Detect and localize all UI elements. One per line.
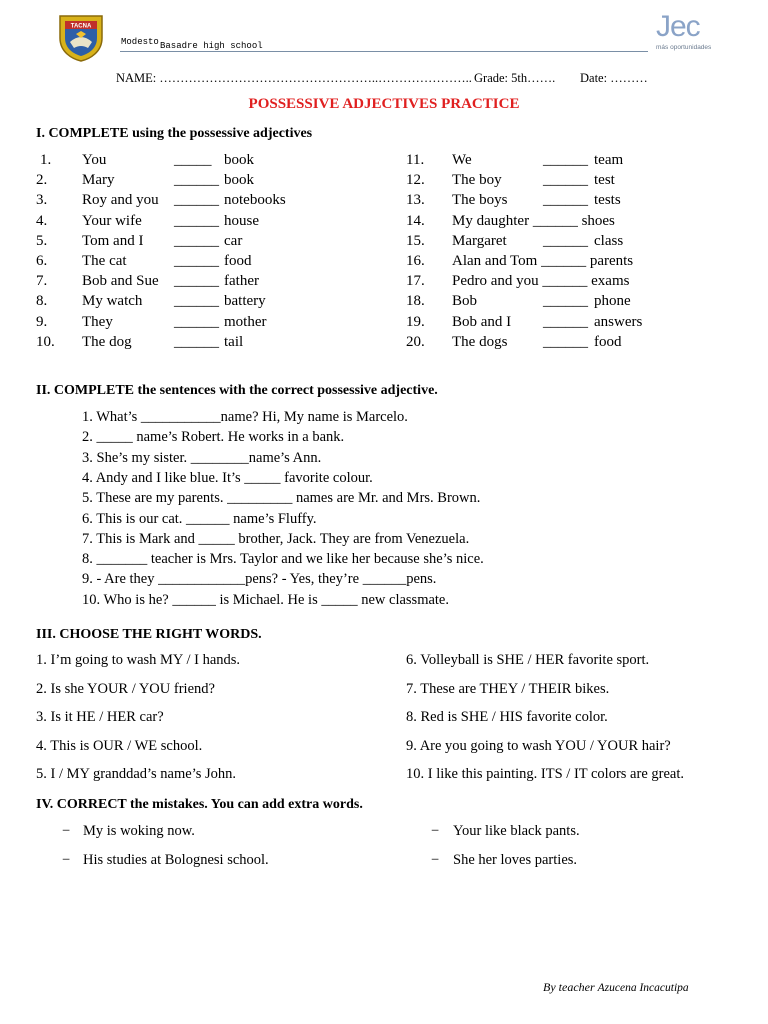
item-subject: Bob xyxy=(452,293,478,310)
item-noun: class xyxy=(594,232,624,249)
item-noun: father xyxy=(224,273,259,290)
item-noun: answers xyxy=(594,313,643,330)
choice-item: 1. I’m going to wash MY / I hands. xyxy=(36,652,241,668)
item-noun: tail xyxy=(224,333,244,350)
item-subject: We xyxy=(452,152,472,168)
jec-logo-text: Jec xyxy=(656,10,700,43)
correction-item: His studies at Bolognesi school. xyxy=(83,852,269,868)
school-first-name: Modesto xyxy=(121,37,159,47)
student-info-line xyxy=(116,71,472,86)
choice-item: 6. Volleyball is SHE / HER favorite sport. xyxy=(406,652,650,668)
item-noun: team xyxy=(594,152,624,168)
item-number: 11. xyxy=(406,152,425,168)
item-subject: Mary xyxy=(82,172,115,189)
item-number: 5. xyxy=(36,232,48,249)
choice-item: 3. Is it HE / HER car? xyxy=(36,709,164,726)
item-noun: notebooks xyxy=(224,192,286,209)
footer-credit xyxy=(543,980,689,995)
item-subject: The boys xyxy=(452,192,508,209)
section3-heading: III. CHOOSE THE RIGHT WORDS. xyxy=(36,627,262,642)
item-subject: Pedro and you ______ exams xyxy=(452,273,630,290)
page-title: POSSESSIVE ADJECTIVES PRACTICE xyxy=(248,96,520,112)
grade-field[interactable]: Grade: 5th……. xyxy=(474,71,556,85)
item-number: 12. xyxy=(406,172,425,189)
school-crest xyxy=(56,12,106,62)
choice-item: 7. These are THEY / THEIR bikes. xyxy=(406,680,610,697)
item-subject: The dogs xyxy=(452,333,508,350)
crest-top-text: TACNA xyxy=(70,23,92,30)
footer-teacher: Azucena Incacutipa xyxy=(597,982,689,994)
item-subject: They xyxy=(82,313,113,330)
item-blank[interactable]: ______ xyxy=(543,152,588,168)
sentence-item: 10. Who is he? ______ is Michael. He is _____ new classmate. xyxy=(82,591,449,608)
item-subject: Bob and I xyxy=(452,313,512,330)
item-subject: Tom and I xyxy=(82,232,144,249)
item-noun: book xyxy=(224,172,254,189)
jec-tagline: más oportunidades xyxy=(656,44,712,51)
item-number: 4. xyxy=(36,212,48,229)
choice-item: 8. Red is SHE / HIS favorite color. xyxy=(406,709,608,726)
item-blank[interactable]: ______ xyxy=(543,172,588,189)
item-noun: house xyxy=(224,212,259,229)
item-subject: The dog xyxy=(82,333,132,350)
sentence-item: 8. _______ teacher is Mrs. Taylor and we like her because she’s nice. xyxy=(82,551,484,568)
sentence-item: 6. This is our cat. ______ name’s Fluffy. xyxy=(82,510,317,527)
item-blank[interactable]: ______ xyxy=(174,172,219,189)
item-number: 10. xyxy=(36,333,55,350)
item-noun: tests xyxy=(594,192,621,209)
section2-heading: II. COMPLETE the sentences with the correct possessive adjective. xyxy=(36,383,438,398)
item-blank[interactable]: ______ xyxy=(543,333,588,350)
item-number: 9. xyxy=(36,313,48,330)
item-number: 19. xyxy=(406,313,425,330)
item-number: 20. xyxy=(406,333,425,350)
item-subject: Your wife xyxy=(82,212,142,229)
bullet-dash: − xyxy=(62,823,71,839)
choice-item: 4. This is OUR / WE school. xyxy=(36,737,203,754)
item-number: 18. xyxy=(406,293,425,310)
item-noun: phone xyxy=(594,293,631,310)
item-number: 8. xyxy=(36,293,48,310)
item-number: 1. xyxy=(40,152,52,168)
item-noun: test xyxy=(594,172,615,189)
item-blank[interactable]: ______ xyxy=(174,313,219,330)
item-number: 16. xyxy=(406,253,425,269)
correction-item: She her loves parties. xyxy=(453,852,578,868)
sentence-item: 2. _____ name’s Robert. He works in a bank. xyxy=(82,429,345,446)
item-noun: book xyxy=(224,152,254,168)
item-subject: You xyxy=(82,152,107,168)
item-noun: car xyxy=(224,232,243,249)
item-blank[interactable]: ______ xyxy=(174,192,219,209)
item-number: 2. xyxy=(36,172,48,189)
item-number: 3. xyxy=(36,192,48,209)
item-blank[interactable]: _____ xyxy=(174,152,212,168)
footer-by: By teacher xyxy=(543,980,595,994)
sentence-item: 3. She’s my sister. ________name’s Ann. xyxy=(82,449,322,466)
sentence-item: 7. This is Mark and _____ brother, Jack. They are from Venezuela. xyxy=(82,530,470,547)
item-noun: battery xyxy=(224,293,266,310)
item-subject: Margaret xyxy=(452,232,507,249)
header-rule xyxy=(120,51,648,52)
sentence-item: 9. - Are they ____________pens? - Yes, they’re ______pens. xyxy=(82,571,437,588)
school-name: Basadre high school xyxy=(160,41,263,51)
item-blank[interactable]: ______ xyxy=(543,293,588,310)
item-subject: The boy xyxy=(452,172,502,189)
item-noun: food xyxy=(224,253,252,269)
choice-item: 10. I like this painting. ITS / IT colors are great. xyxy=(406,766,684,783)
sentence-item: 1. What’s ___________name? Hi, My name is Marcelo. xyxy=(82,409,408,425)
item-blank[interactable]: ______ xyxy=(174,273,219,290)
item-number: 6. xyxy=(36,253,48,269)
bullet-dash: − xyxy=(431,852,440,868)
item-blank[interactable]: ______ xyxy=(174,333,219,350)
bullet-dash: − xyxy=(62,852,71,868)
name-field[interactable]: NAME: ……………………………………………..………………….. xyxy=(116,71,472,85)
item-blank[interactable]: ______ xyxy=(543,192,588,209)
item-noun: mother xyxy=(224,313,267,330)
correction-item: Your like black pants. xyxy=(453,823,580,839)
item-number: 15. xyxy=(406,232,425,249)
item-blank[interactable]: ______ xyxy=(174,253,219,269)
item-subject: The cat xyxy=(82,253,127,269)
item-subject: Alan and Tom ______ parents xyxy=(452,253,634,269)
section1-heading: I. COMPLETE using the possessive adjectives xyxy=(36,126,313,141)
item-blank[interactable]: ______ xyxy=(174,232,219,249)
item-number: 14. xyxy=(406,212,425,229)
choice-item: 9. Are you going to wash YOU / YOUR hair? xyxy=(406,737,671,754)
choice-item: 2. Is she YOUR / YOU friend? xyxy=(36,680,215,697)
item-blank[interactable]: ______ xyxy=(174,293,219,310)
item-subject: My daughter ______ shoes xyxy=(452,212,615,229)
item-blank[interactable]: ______ xyxy=(174,212,219,229)
choice-item: 5. I / MY granddad’s name’s John. xyxy=(36,766,237,783)
section4-heading: IV. CORRECT the mistakes. You can add extra words. xyxy=(36,797,363,812)
item-subject: Roy and you xyxy=(82,192,159,209)
item-blank[interactable]: ______ xyxy=(543,313,588,330)
item-number: 7. xyxy=(36,273,48,290)
sentence-item: 4. Andy and I like blue. It’s _____ favorite colour. xyxy=(82,469,373,486)
item-subject: My watch xyxy=(82,293,143,310)
item-number: 17. xyxy=(406,273,425,290)
item-number: 13. xyxy=(406,192,425,209)
item-noun: food xyxy=(594,333,622,350)
item-blank[interactable]: ______ xyxy=(543,232,588,249)
correction-item: My is woking now. xyxy=(83,823,195,839)
date-field[interactable]: Date: ……… xyxy=(580,71,648,85)
item-subject: Bob and Sue xyxy=(82,273,159,290)
jec-logo xyxy=(654,10,724,56)
bullet-dash: − xyxy=(431,823,440,839)
sentence-item: 5. These are my parents. _________ names are Mr. and Mrs. Brown. xyxy=(82,490,481,507)
